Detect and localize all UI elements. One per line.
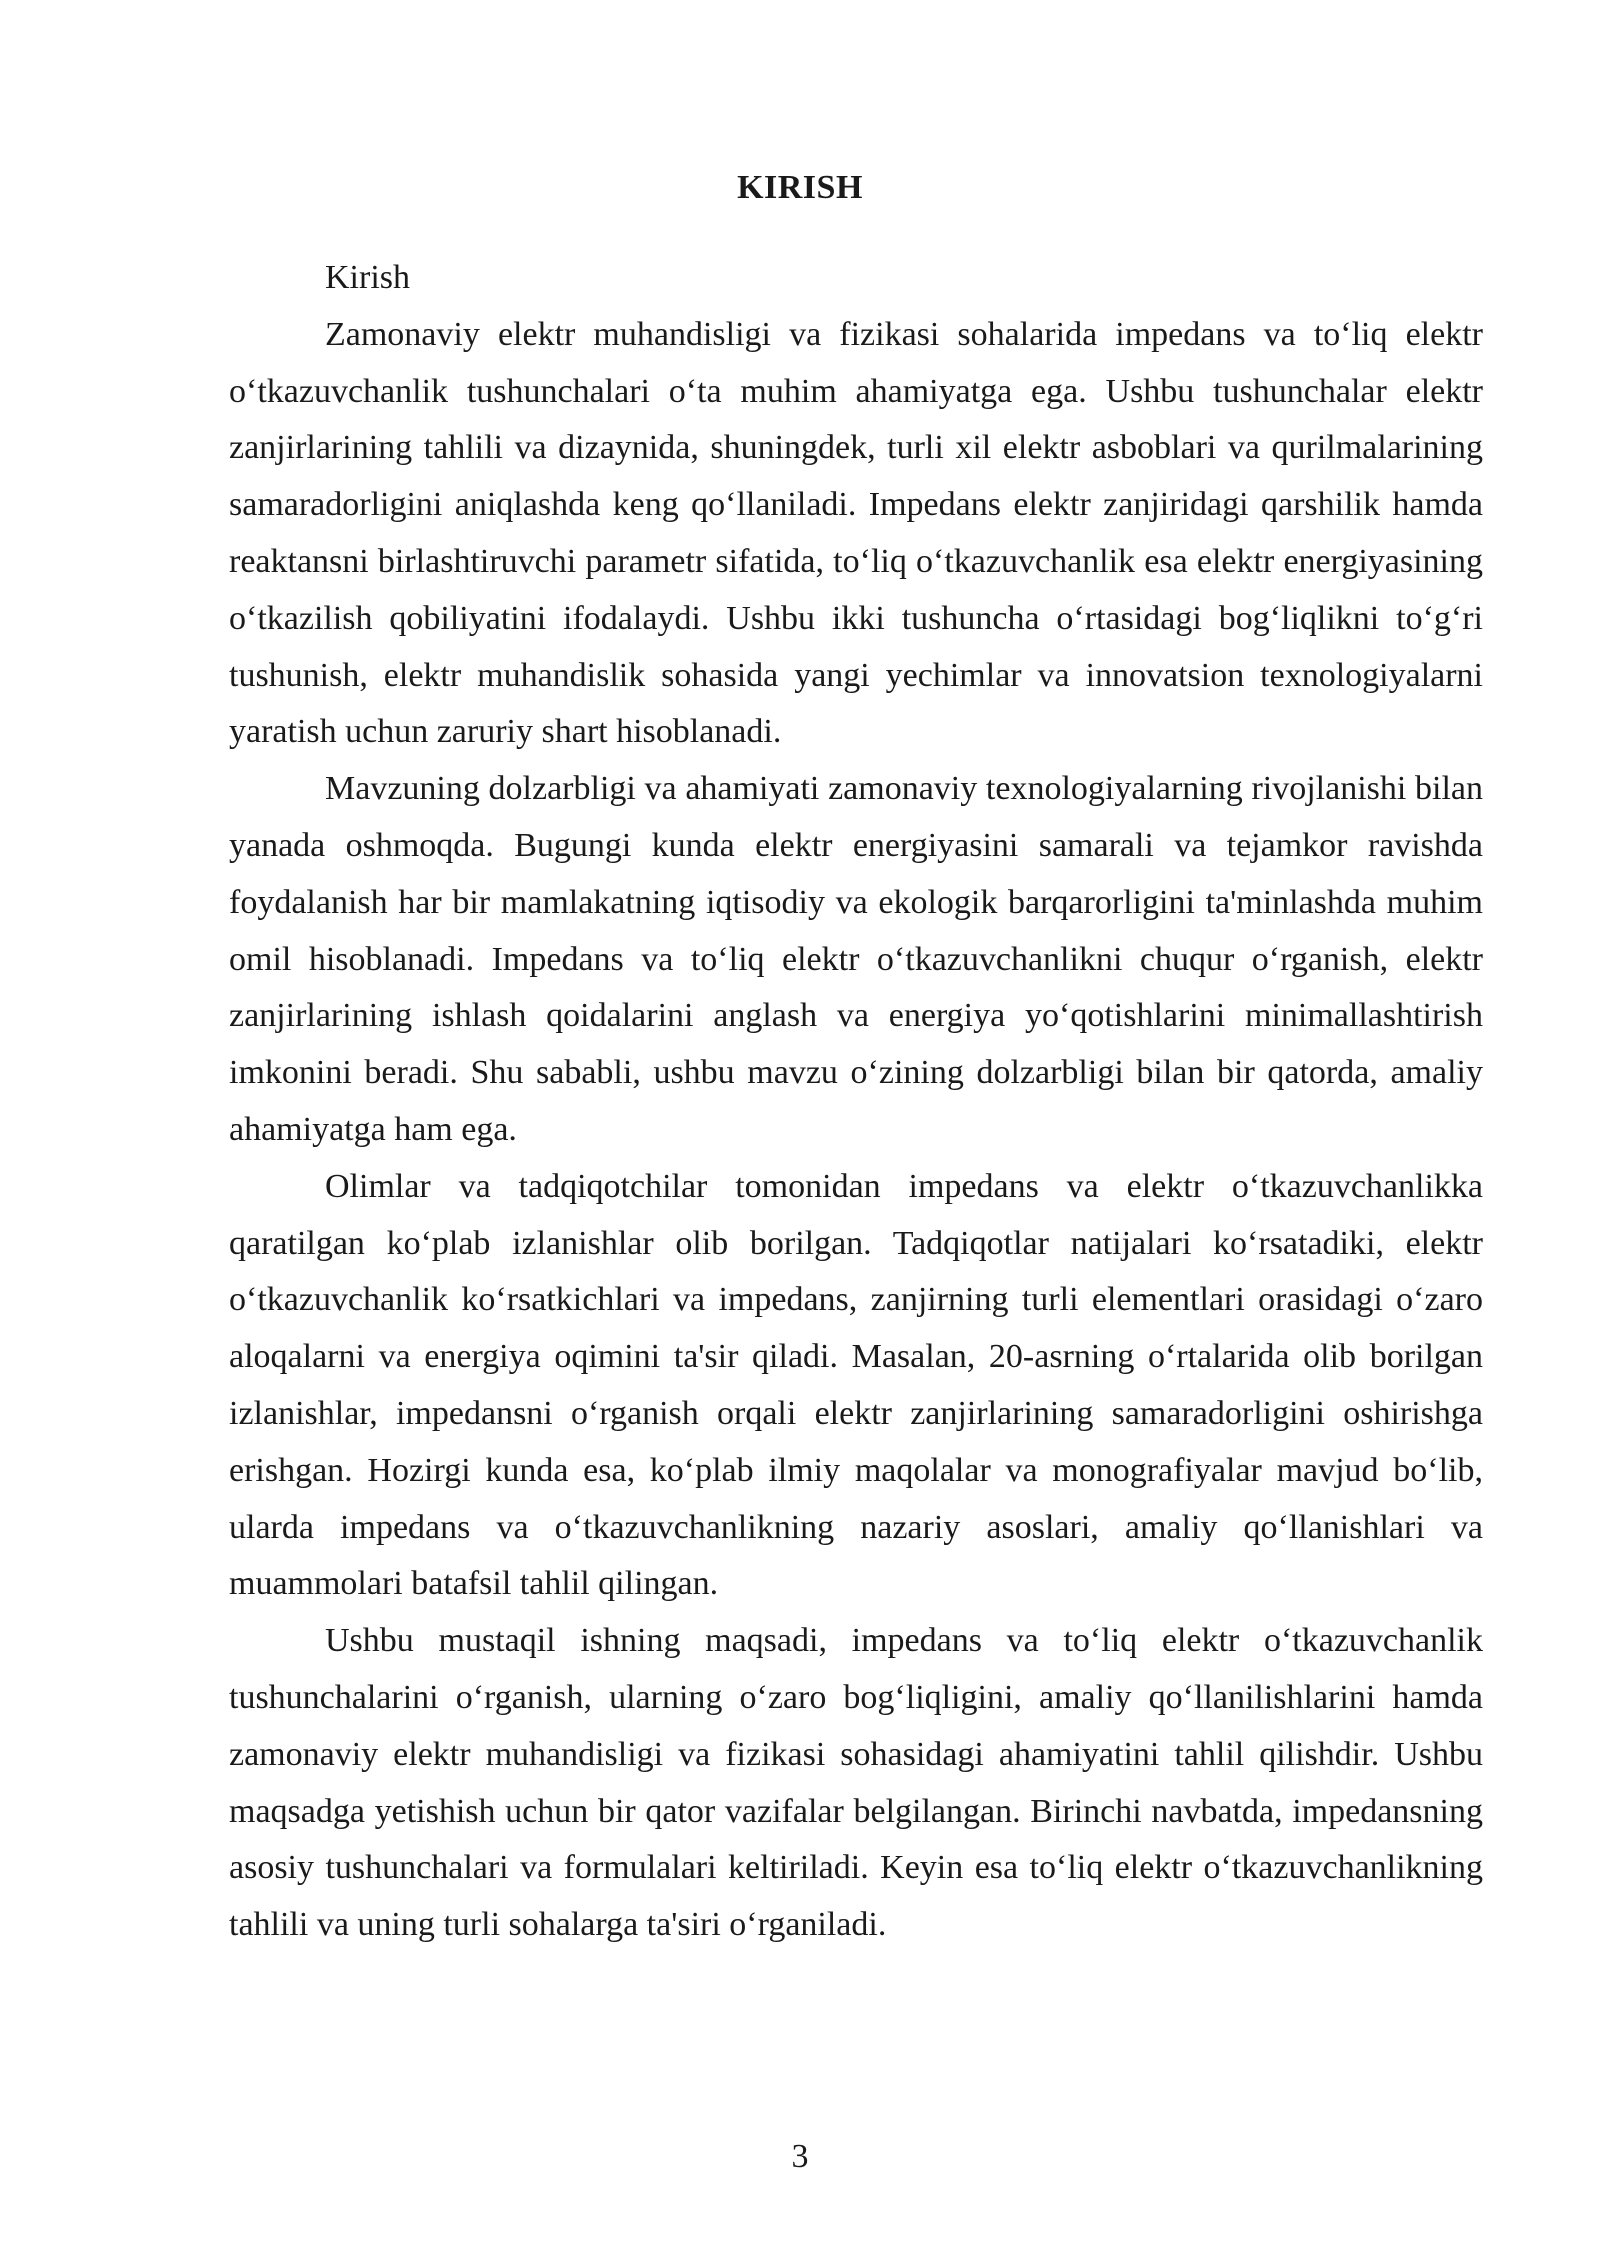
paragraph-introduction: Zamonaviy elektr muhandisligi va fizikasi sohalarida impedans va to‘liq elektr o‘tkazuvchanlik tushunchalari o‘ta muhim ahamiyatga ega. Ushbu tushunchalar elektr zanjirlarining tahlili va dizaynida, shuningdek, turli xil elektr asboblari va qurilmalarining samaradorligini aniqlashda keng qo‘llaniladi. Impedans elektr zanjiridagi qarshilik hamda reaktansni birlashtiruvchi parametr sifatida, to‘liq o‘tkazuvchanlik esa elektr energiyasining o‘tkazilish qobiliyatini ifodalaydi. Ushbu ikki tushuncha o‘rtasidagi bog‘liqlikni to‘g‘ri tushunish, elektr muhandislik sohasida yangi yechimlar va innovatsion texnologiyalarni yaratish uchun zaruriy shart hisoblanadi. <box>229 315 1483 751</box>
page-title: KIRISH <box>737 169 863 206</box>
paragraph-relevance: Mavzuning dolzarbligi va ahamiyati zamonaviy texnologiyalarning rivojlanishi bilan yanada oshmoqda. Bugungi kunda elektr energiyasini samarali va tejamkor ravishda foydalanish har bir mamlakatning iqtisodiy va ekologik barqarorligini ta'minlashda muhim omil hisoblanadi. Impedans va to‘liq elektr o‘tkazuvchanlikni chuqur o‘rganish, elektr zanjirlarining ishlash qoidalarini anglash va energiya yo‘qotishlarini minimallashtirish imkonini beradi. Shu sababli, ushbu mavzu o‘zining dolzarbligi bilan bir qatorda, amaliy ahamiyatga ham ega. <box>229 770 1483 1148</box>
body-text <box>229 250 1483 1954</box>
paragraph-research-review: Olimlar va tadqiqotchilar tomonidan impedans va elektr o‘tkazuvchanlikka qaratilgan ko‘plab izlanishlar olib borilgan. Tadqiqotlar natijalari ko‘rsatadiki, elektr o‘tkazuvchanlik ko‘rsatkichlari va impedans, zanjirning turli elementlari orasidagi o‘zaro aloqalarni va energiya oqimini ta'sir qiladi. Masalan, 20-asrning o‘rtalarida olib borilgan izlanishlar, impedansni o‘rganish orqali elektr zanjirlarining samaradorligini oshirishga erishgan. Hozirgi kunda esa, ko‘plab ilmiy maqolalar va monografiyalar mavjud bo‘lib, ularda impedans va o‘tkazuvchanlikning nazariy asoslari, amaliy qo‘llanishlari va muammolari batafsil tahlil qilingan. <box>229 1167 1483 1603</box>
paragraph-subheading: Kirish <box>325 259 410 296</box>
paragraph-objectives: Ushbu mustaqil ishning maqsadi, impedans va to‘liq elektr o‘tkazuvchanlik tushunchalarini o‘rganish, ularning o‘zaro bog‘liqligini, amaliy qo‘llanilishlarini hamda zamonaviy elektr muhandisligi va fizikasi sohasidagi ahamiyatini tahlil qilishdir. Ushbu maqsadga yetishish uchun bir qator vazifalar belgilangan. Birinchi navbatda, impedansning asosiy tushunchalari va formulalari keltiriladi. Keyin esa to‘liq elektr o‘tkazuvchanlikning tahlili va uning turli sohalarga ta'siri o‘rganiladi. <box>229 1622 1483 1944</box>
page-number: 3 <box>791 2138 809 2175</box>
